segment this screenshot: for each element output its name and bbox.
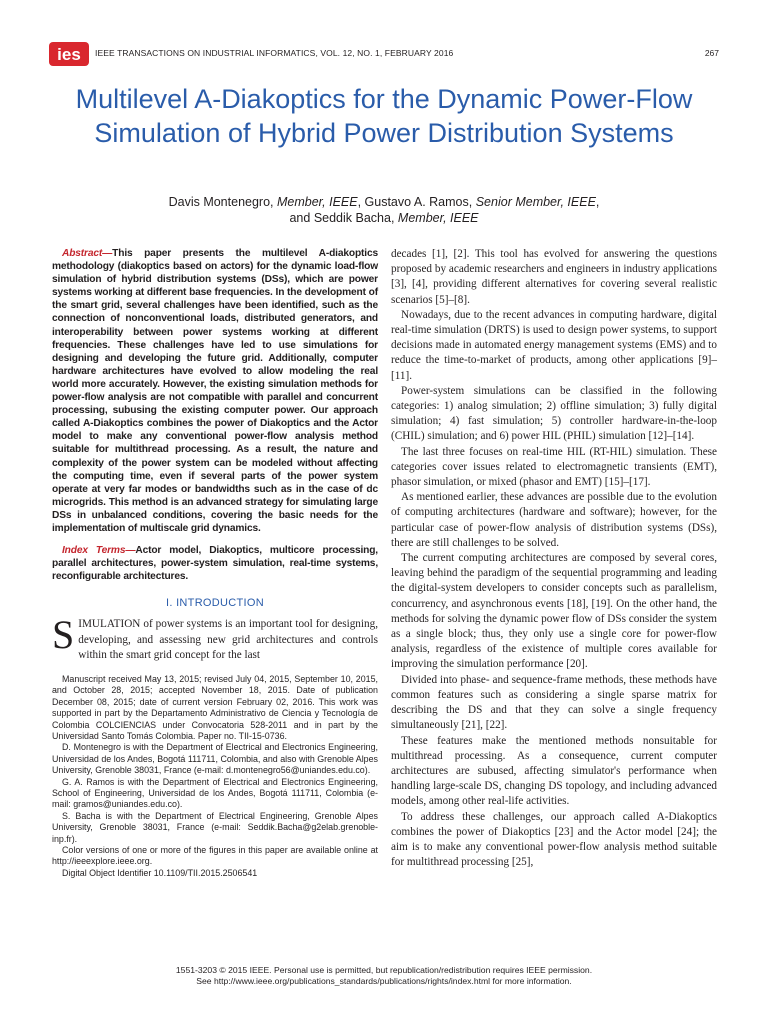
intro-paragraph [52, 612, 378, 663]
author-2-tail: , [595, 195, 600, 209]
author-3-role: Member, IEEE [397, 211, 479, 225]
abstract-label: Abstract— [62, 248, 113, 259]
copyright-line-2: See http://www.ieee.org/publications_standards/publications/rights/index.html for more information. [196, 976, 572, 986]
copyright-line-1: 1551-3203 © 2015 IEEE. Personal use is permitted, but republication/redistribution requires IEEE permission. [175, 965, 593, 975]
intro-text: of power systems is an important tool for designing, developing, and assessing new grid architectures and controls within the smart grid concept for the last [78, 618, 378, 661]
footnotes [52, 674, 378, 879]
footnote-author-2: G. A. Ramos is with the Department of Electrical and Electronics Engineering, School of Engineering, Universidad de los Andes, Bogotá 111711, Colombia (e-mail: gramos@uniandes.edu.co). [52, 776, 378, 810]
body-paragraph: To address these challenges, our approach called A-Diakoptics combines the power of Diakoptics [23] and the Actor model [24]; the aim is to make any conventional power-flow analysis method suitable for multithread processing [25], [391, 810, 717, 869]
journal-header: IEEE TRANSACTIONS ON INDUSTRIAL INFORMATICS, VOL. 12, NO. 1, FEBRUARY 2016 [95, 48, 454, 58]
index-terms-label: Index Terms— [62, 545, 136, 557]
body-paragraph: Divided into phase- and sequence-frame methods, these methods have common features such as considering a single sparse matrix for describing the DS and that they can solve a single frequency simultaneously [21], [22]. [391, 673, 717, 732]
abstract [52, 247, 378, 535]
ies-logo [49, 42, 89, 66]
right-column [391, 247, 717, 870]
footnote-manuscript: Manuscript received May 13, 2015; revised July 04, 2015, September 10, 2015, and October 28, 2015; accepted November 18, 2015. Date of publication December 08, 2015; date of current version February 02, 2016. This work was supported in part by the Departamento Administrativo de Ciencia y Tecnología de Colombia COLCIENCIAS under Convocatoria 528-2011 and in part by the Universidad Santo Tomás Colombia. Paper no. TII-15-0736. [52, 673, 378, 741]
author-list [60, 194, 708, 226]
body-paragraph: As mentioned earlier, these advances are possible due to the evolution of computing architectures (hardware and software); however, for the particular case of power-flow analysis of distribution systems (DSs), there are still challenges to be solved. [391, 491, 717, 549]
left-column [52, 247, 378, 879]
body-paragraph: decades [1], [2]. This tool has evolved for answering the questions proposed by academic researchers and engineers in industry applications [3], [4], providing different alternatives for covering several realistic scenarios [5]–[8]. [391, 248, 717, 306]
page-number: 267 [704, 48, 719, 58]
author-1-name: Davis Montenegro, [168, 195, 274, 209]
footnote-color: Color versions of one or more of the figures in this paper are available online at http://ieeexplore.ieee.org. [52, 845, 378, 867]
footnote-author-3: S. Bacha is with the Department of Electrical Engineering, Grenoble Alpes University, Grenoble 38031, France (e-mail: Seddik.Bacha@g2elab.grenoble-inp.fr). [52, 810, 378, 844]
body-paragraph: Power-system simulations can be classified in the following categories: 1) analog simulation; 2) offline simulation; 3) fully digital simulation; 4) fast simulation; 5) controller hardware-in-the-loop (CHIL) simulation; and 6) power HIL (PHIL) simulation [12]–[14]. [391, 384, 717, 443]
footnote-doi: Digital Object Identifier 10.1109/TII.2015.2506541 [62, 867, 258, 878]
logo-text: ies [57, 45, 81, 64]
abstract-text: This paper presents the multilevel A-diakoptics methodology (diakoptics based on actors) for the dynamic load-flow simulation of hybrid distribution systems (DSs), which are power systems working at different base frequencies. In the development of the smart grid, several challenges have been identified, such as the connection of nonconventional loads, distributed generators, and interoperability between power systems working at different frequencies. These challenges have led to use simulations for designing and developing the future grid. Additionally, computer hardware architectures have evolved to allow modeling the real world more accurately. However, the existing simulation methods for power-flow analysis are not compatible with parallel and concurrent processing, subusing the existing computer power. Our approach called A-Diakoptics combines the power of Diakoptics and the Actor model to make any conventional power-flow analysis method suitable for multithread processing. As a result, the nature and complexity of the power system can be modeled without affecting the computing time, even if several parts of the power system operate at very far modes or bandwidths such as in the case of dc microgrids. This method is an advanced strategy for simulating large DSs in unbalanced conditions, covering the basic needs for the implementation of multiscale grid dynamics. [52, 248, 378, 534]
body-paragraph: Nowadays, due to the recent advances in computing hardware, digital real-time simulation (DRTS) is used to design power systems, to support decisions made in automated energy management systems (EMS) and to reduce the time-to-market of products, among other applications [9]–[11]. [391, 308, 717, 382]
intro-lead: IMULATION [78, 618, 141, 631]
author-3-name: and Seddik Bacha, [289, 211, 395, 225]
section-heading-introduction: I. INTRODUCTION [166, 597, 264, 610]
paper-title: Multilevel A-Diakoptics for the Dynamic Power-Flow Simulation of Hybrid Power Distribution Systems [75, 84, 693, 148]
body-paragraph: The last three focuses on real-time HIL (RT-HIL) simulation. These categories cover issues related to electromagnetic transients (EMT), phasor simulation, or mixed (phasor and EMT) [15]–[17]. [391, 445, 717, 489]
index-terms-text: Actor model, Diakoptics, multicore processing, parallel architectures, power-system simulation, real-time systems, reconfigurable architectures. [52, 545, 378, 583]
author-1-role: Member, IEEE [277, 195, 358, 209]
index-terms [52, 544, 378, 583]
copyright-notice [0, 965, 768, 987]
footnote-author-1: D. Montenegro is with the Department of Electrical and Electronics Engineering, Universidad de los Andes, Bogotá 111711, Colombia, and also with Grenoble Alpes University, Grenoble 38031, France (e-mail: d.montenegro56@uniandes.edu.co). [52, 742, 378, 776]
body-paragraph: The current computing architectures are composed by several cores, leaving behind the paradigm of the sequential programming and leading the digital-system developers to consider concepts such as parallelism, concurrency, and asynchronous events [18], [19]. On the other hand, the methods for solving the dynamic power flow of DSs consider the system as a single block; thus, they only use a single core for power-flow analysis, regardless of the existence of multiple cores available for improving the simulation performance [20]. [391, 552, 717, 671]
body-paragraph: These features make the mentioned methods nonsuitable for multithread processing. As a consequence, current computer architectures are subused, affecting simulator's performance when handling large-scale DS, changing DS topology, and including advanced models, among other real-life activities. [391, 734, 717, 808]
author-2-role: Senior Member, IEEE [475, 195, 596, 209]
author-2-name: , Gustavo A. Ramos, [357, 195, 473, 209]
drop-cap: S [52, 612, 75, 658]
